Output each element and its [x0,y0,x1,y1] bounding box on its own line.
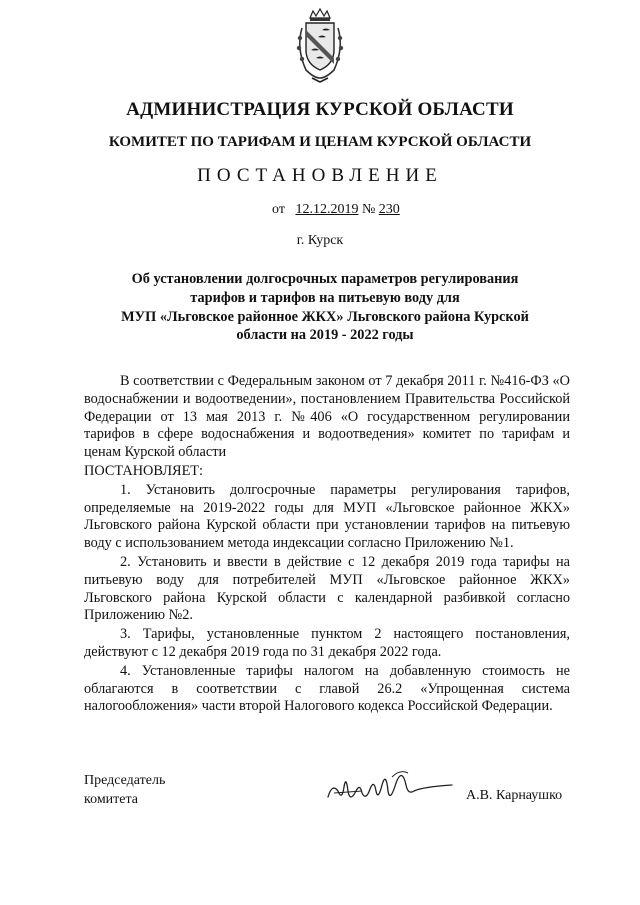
coat-of-arms-icon [292,8,348,84]
document-body [84,373,570,716]
position-line: комитета [84,792,139,807]
subject-line: тарифов и тарифов на питьевую воду для [190,289,460,306]
document-date: 12.12.2019 [295,202,359,217]
subject-line: МУП «Льговское районное ЖКХ» Льговского района Курской [121,308,529,325]
subject-line: Об установлении долгосрочных параметров регулирования [131,271,519,287]
document-date-number [272,202,400,218]
org-title-committee: КОМИТЕТ ПО ТАРИФАМ И ЦЕНАМ КУРСКОЙ ОБЛАСТИ [108,134,532,150]
document-type: ПОСТАНОВЛЕНИЕ [197,165,443,186]
signatory-name: А.В. Карнаушко [466,788,563,803]
preamble-paragraph: В соответствии с Федеральным законом от 7 декабря 2011 г. №416-ФЗ «О водоснабжении и водоотведении», постановлением Правительства Российской Федерации от 13 мая 2013 г. №406 «О государственном регулировании тарифов в сфере водоснабжения и водоотведения» комитет по тарифам и ценам Курской области [84,373,570,461]
number-sign: № [361,202,376,217]
clause-paragraph: 3. Тарифы, установленные пунктом 2 настоящего постановления, действуют с 12 декабря 2019 года по 31 декабря 2022 года. [84,626,570,660]
org-title-administration: АДМИНИСТРАЦИЯ КУРСКОЙ ОБЛАСТИ [126,99,514,120]
clause-paragraph: 1. Установить долгосрочные параметры регулирования тарифов, определяемые на 2019-2022 годы для МУП «Льговское районное ЖКХ» Льговского района Курской области при установлении тарифов на питьевую воду с использованием метода индексации согласно Приложению №1. [84,481,570,552]
signatory-position [84,771,165,809]
city: г. Курск [296,233,344,248]
subject-line: области на 2019 - 2022 годы [236,327,414,344]
position-line: Председатель [84,773,166,788]
document-number: 230 [378,202,400,217]
clause-paragraph: 4. Установленные тарифы налогом на добавленную стоимость не облагаются в соответствии с главой 26.2 «Упрощенная система налогообложения» части второй Налогового кодекса Российской Федерации. [84,662,570,715]
handwritten-signature-icon [322,761,454,809]
document-subject [96,270,554,345]
clause-paragraph: 2. Установить и ввести в действие с 12 декабря 2019 года тарифы на питьевую воду для потребителей МУП «Льговское районное ЖКХ» Льговского района Курской области с календарной разбивкой согласно Приложению №2. [84,553,570,624]
date-prefix: от [272,202,285,217]
decree-word: ПОСТАНОВЛЯЕТ: [84,462,204,479]
